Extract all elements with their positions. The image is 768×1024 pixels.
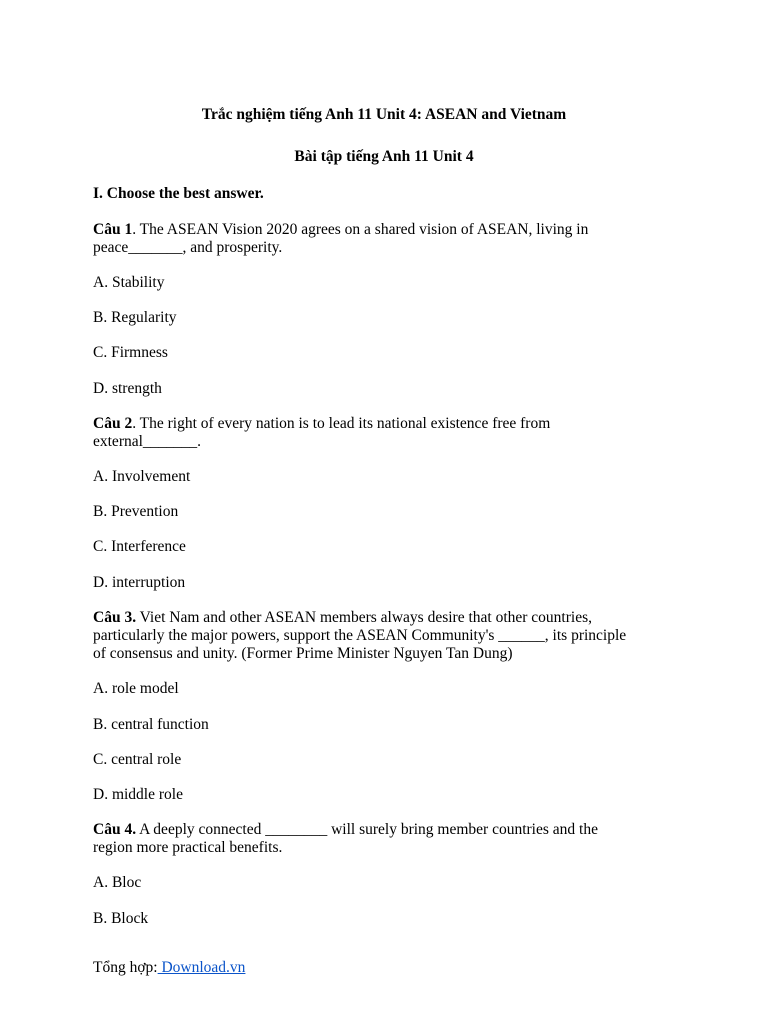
question-2-option-d: D. interruption <box>93 574 186 591</box>
question-4-option-a: A. Bloc <box>93 874 142 891</box>
question-1-option-c: C. Firmness <box>93 344 168 361</box>
question-1-option-d: D. strength <box>93 380 162 397</box>
question-2-option-c: C. Interference <box>93 538 186 555</box>
question-1-text: . The ASEAN Vision 2020 agrees on a shared vision of ASEAN, living in <box>132 221 589 238</box>
question-4-option-b: B. Block <box>93 910 149 927</box>
question-1-line-2: peace_______, and prosperity. <box>93 239 283 256</box>
question-1-option-b: B. Regularity <box>93 309 177 326</box>
question-3-line-1 <box>93 609 592 627</box>
question-2-line-2: external_______. <box>93 433 202 450</box>
footer-download-link[interactable]: Download.vn <box>157 959 246 976</box>
question-1-label: Câu 1 <box>93 221 133 238</box>
question-4-label: Câu 4. <box>93 821 137 838</box>
document-title: Trắc nghiệm tiếng Anh 11 Unit 4: ASEAN and Vietnam <box>201 106 567 123</box>
document-page <box>93 0 683 1024</box>
question-2-line-1 <box>93 415 550 433</box>
footer-credit <box>93 959 245 977</box>
footer-prefix: Tổng hợp: <box>93 959 158 976</box>
question-3-option-d: D. middle role <box>93 786 183 803</box>
question-3-line-2: particularly the major powers, support the ASEAN Community's ______, its principle <box>93 627 627 644</box>
document-subtitle: Bài tập tiếng Anh 11 Unit 4 <box>294 148 474 165</box>
question-3-text: Viet Nam and other ASEAN members always desire that other countries, <box>136 609 592 626</box>
question-3-option-a: A. role model <box>93 680 179 697</box>
section-heading: I. Choose the best answer. <box>93 185 264 202</box>
question-4-text: A deeply connected ________ will surely bring member countries and the <box>136 821 598 838</box>
question-3-label: Câu 3. <box>93 609 137 626</box>
question-2-text: . The right of every nation is to lead its national existence free from <box>132 415 551 432</box>
question-3-option-c: C. central role <box>93 751 182 768</box>
question-1-option-a: A. Stability <box>93 274 165 291</box>
question-2-label: Câu 2 <box>93 415 133 432</box>
question-3-line-3: of consensus and unity. (Former Prime Minister Nguyen Tan Dung) <box>93 645 513 662</box>
question-1-line-1 <box>93 221 588 239</box>
question-4-line-2: region more practical benefits. <box>93 839 283 856</box>
question-3-option-b: B. central function <box>93 716 209 733</box>
question-2-option-b: B. Prevention <box>93 503 179 520</box>
question-4-line-1 <box>93 821 598 839</box>
question-2-option-a: A. Involvement <box>93 468 191 485</box>
